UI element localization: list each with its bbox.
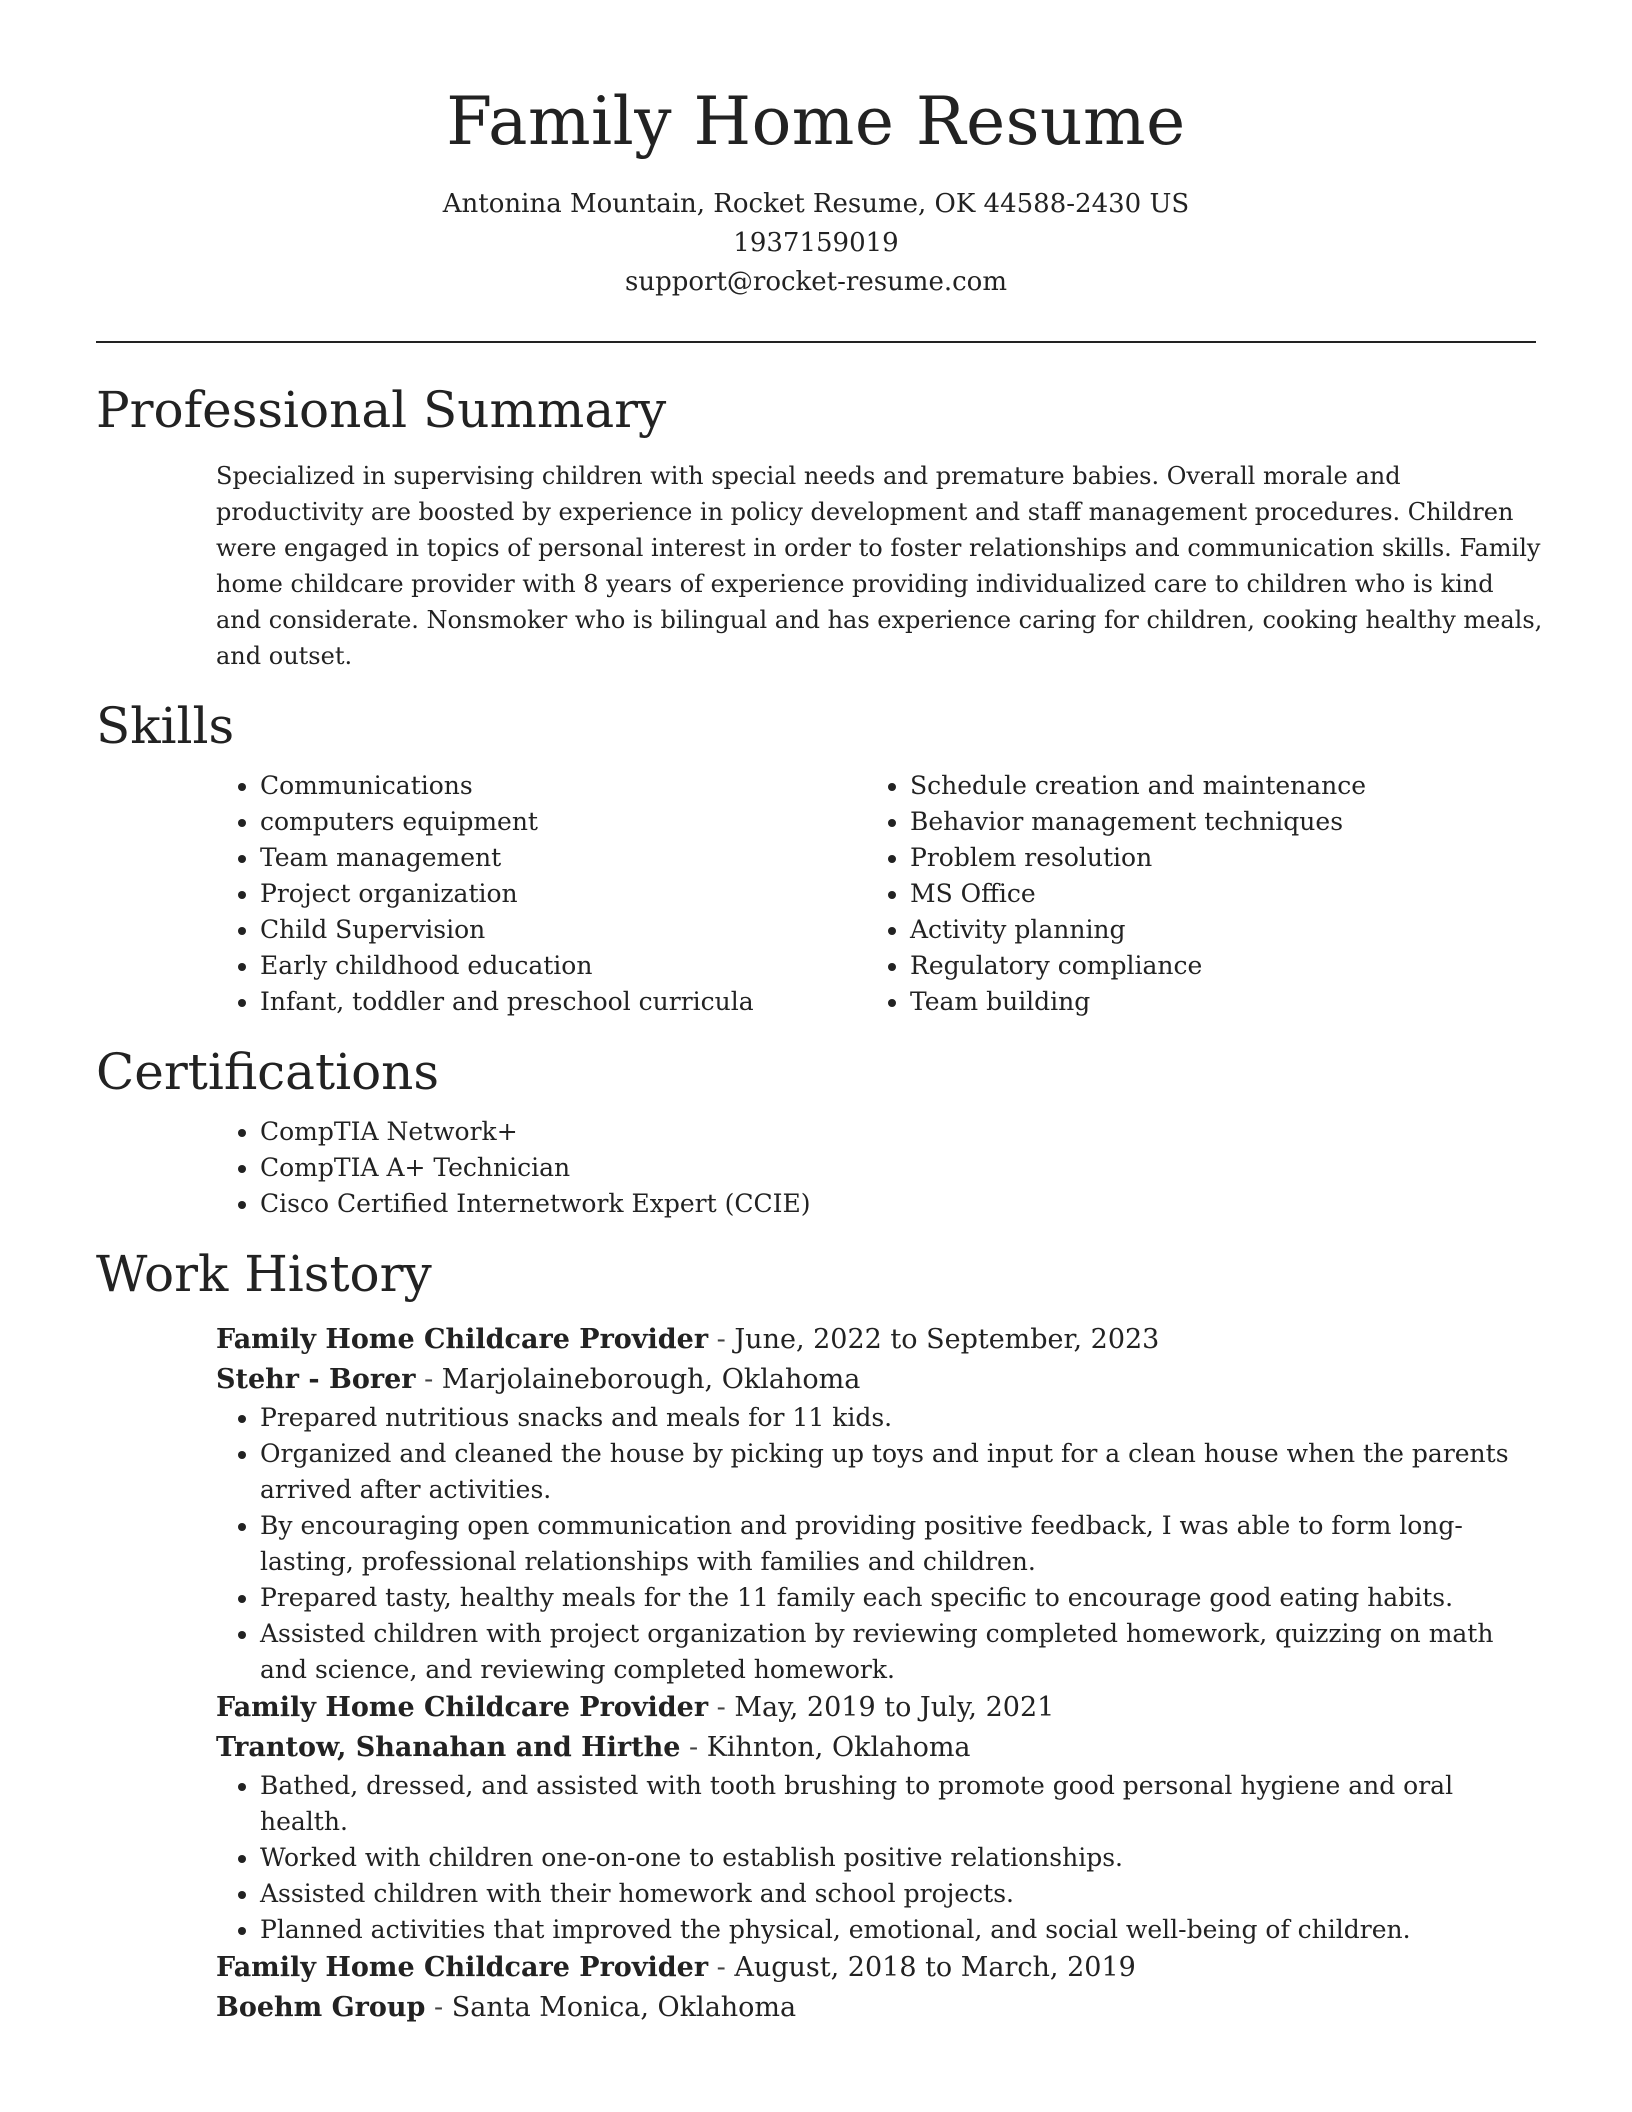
contact-email: support@rocket-resume.com: [624, 266, 1007, 297]
skills-list-left: [216, 768, 866, 1020]
certifications-list: [216, 1114, 1536, 1222]
summary-heading: Professional Summary: [96, 381, 667, 439]
summary-section: [96, 380, 1543, 674]
skill-item: • Schedule creation and maintenance: [910, 768, 1516, 804]
skill-item: • Communications: [260, 768, 866, 804]
job-bullet: • Prepared tasty, healthy meals for the 11 family each specific to encourage good eating habits.: [260, 1580, 1540, 1616]
job-title-line: [216, 1320, 1536, 1360]
job-company-line: [216, 1988, 1536, 2028]
certification-item: • Cisco Certified Internetwork Expert (CCIE): [260, 1186, 1536, 1222]
job-location: Santa Monica, Oklahoma: [451, 1992, 797, 2023]
skill-item: • MS Office: [910, 876, 1516, 912]
separator: -: [716, 1952, 735, 1983]
job-bullet: • Prepared nutritious snacks and meals for 11 kids.: [260, 1400, 1540, 1436]
job-title: Family Home Childcare Provider: [216, 1692, 709, 1723]
skill-item: • Team building: [910, 984, 1516, 1020]
skills-heading: Skills: [96, 697, 235, 755]
job-company: Boehm Group: [216, 1992, 426, 2023]
certifications-block: [216, 1114, 1536, 1222]
job-bullet: • Bathed, dressed, and assisted with tooth brushing to promote good personal hygiene and oral health.: [260, 1768, 1540, 1840]
job-entry: [216, 1320, 1536, 1688]
skills-list-right: [866, 768, 1516, 1020]
job-entry: [216, 1688, 1536, 1948]
job-dates: May, 2019 to July, 2021: [734, 1692, 1055, 1723]
job-location: Kihnton, Oklahoma: [706, 1732, 971, 1763]
resume-name: Family Home Resume: [446, 83, 1186, 160]
separator: -: [688, 1732, 707, 1763]
skill-item: • Activity planning: [910, 912, 1516, 948]
job-bullet: • Assisted children with project organization by reviewing completed homework, quizzing on math and science, and reviewing completed homework.: [260, 1616, 1540, 1688]
contact-block: [0, 185, 1632, 302]
job-bullet: • Assisted children with their homework and school projects.: [260, 1876, 1540, 1912]
contact-phone: 1937159019: [733, 227, 899, 258]
job-bullet: • Worked with children one-on-one to establish positive relationships.: [260, 1840, 1540, 1876]
separator: -: [424, 1364, 442, 1395]
skill-item: • Infant, toddler and preschool curricula: [260, 984, 866, 1020]
skill-item: • Project organization: [260, 876, 866, 912]
skill-item: • Early childhood education: [260, 948, 866, 984]
job-location: Marjolaineborough, Oklahoma: [441, 1364, 861, 1395]
job-title: Family Home Childcare Provider: [216, 1952, 709, 1983]
contact-address: Antonina Mountain, Rocket Resume, OK 44588-2430 US: [442, 188, 1190, 219]
job-bullet: • Planned activities that improved the physical, emotional, and social well-being of children.: [260, 1912, 1540, 1948]
skill-item: • Child Supervision: [260, 912, 866, 948]
skill-item: • computers equipment: [260, 804, 866, 840]
job-bullet: • Organized and cleaned the house by picking up toys and input for a clean house when the parents arrived after activities.: [260, 1436, 1540, 1508]
separator: -: [716, 1692, 735, 1723]
job-dates: August, 2018 to March, 2019: [734, 1952, 1136, 1983]
skill-item: • Regulatory compliance: [910, 948, 1516, 984]
job-entry: [216, 1948, 1536, 2028]
job-bullet: • By encouraging open communication and providing positive feedback, I was able to form long-lasting, professional relationships with families and children.: [260, 1508, 1540, 1580]
job-company: Trantow, Shanahan and Hirthe: [216, 1732, 681, 1763]
work-history-section: [96, 1244, 1536, 2028]
certification-item: • CompTIA Network+: [260, 1114, 1536, 1150]
summary-text: Specialized in supervising children with special needs and premature babies. Overall morale and productivity are boosted by experience in policy development and staff management procedures. Children were engaged in topics of personal interest in order to foster relationships and communication skills. Family home childcare provider with 8 years of experience providing individualized care to children who is kind and considerate. Nonsmoker who is bilingual and has experience caring for children, cooking healthy meals, and outset.: [216, 462, 1543, 670]
job-bullets: [216, 1400, 1536, 1688]
separator: -: [434, 1992, 452, 2023]
job-company-line: [216, 1728, 1536, 1768]
skill-item: • Team management: [260, 840, 866, 876]
separator: -: [716, 1324, 735, 1355]
job-title: Family Home Childcare Provider: [216, 1324, 709, 1355]
resume-content: [96, 380, 1543, 2028]
job-company-line: [216, 1360, 1536, 1400]
job-title-line: [216, 1948, 1536, 1988]
job-bullets: [216, 1768, 1536, 1948]
skills-grid: [216, 768, 1536, 1020]
certifications-heading: Certifications: [96, 1043, 440, 1101]
skill-item: • Problem resolution: [910, 840, 1516, 876]
work-history-heading: Work History: [96, 1245, 432, 1303]
job-dates: June, 2022 to September, 2023: [734, 1324, 1160, 1355]
skill-item: • Behavior management techniques: [910, 804, 1516, 840]
header-divider: [96, 341, 1536, 343]
certification-item: • CompTIA A+ Technician: [260, 1150, 1536, 1186]
skills-column-right: [866, 768, 1516, 1020]
certifications-section: [96, 1042, 1536, 1222]
resume-header: [0, 0, 1632, 302]
job-title-line: [216, 1688, 1536, 1728]
job-company: Stehr - Borer: [216, 1364, 416, 1395]
skills-column-left: [216, 768, 866, 1020]
skills-section: [96, 696, 1536, 1020]
